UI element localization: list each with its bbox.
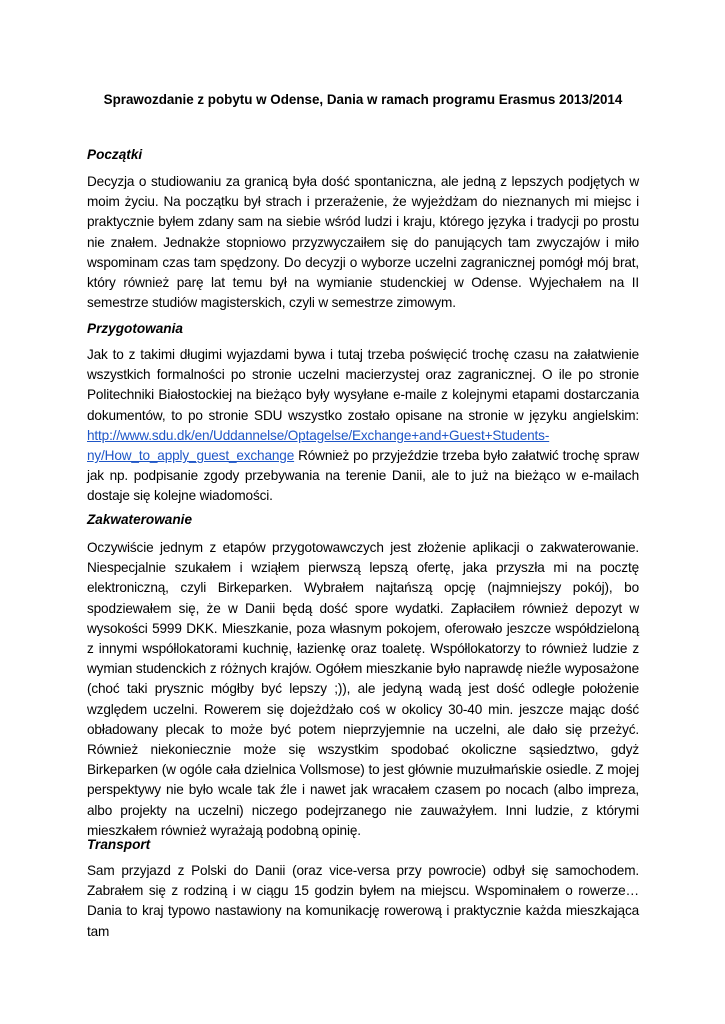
section-heading-transport: Transport (87, 837, 151, 852)
document-title: Sprawozdanie z pobytu w Odense, Dania w ramach programu Erasmus 2013/2014 (103, 92, 623, 107)
section-text-transport: Sam przyjazd z Polski do Danii (oraz vice-versa przy powrocie) odbył się samochodem. Zabrałem się z rodziną i w ciągu 15 godzin byłem na miejscu. Wspominałem o rowerze… Dania to kraj typowo nastawiony na komunikację rowerową i praktycznie każda mieszkająca tam (87, 863, 639, 939)
section-heading-zakwaterowanie: Zakwaterowanie (87, 512, 193, 527)
sdu-exchange-link[interactable]: http://www.sdu.dk/en/Uddannelse/Optagelse/Exchange+and+Guest+Students-ny/How_to_apply_guest_exchange (87, 427, 550, 464)
section-text-zakwaterowanie: Oczywiście jednym z etapów przygotowawczych jest złożenie aplikacji o zakwaterowanie. Niespecjalnie szukałem i wziąłem pierwszą lepszą ofertę, jaka przyszła mi na pocztę elektroniczną, czyli Birkeparken. Wybrałem najtańszą opcję (najmniejszy pokój), bo spodziewałem się, że w Danii będą dość spore wydatki. Zapłaciłem również depozyt w wysokości 5999 DKK. Mieszkanie, poza własnym pokojem, oferowało jeszcze współdzieloną z innymi współlokatorami kuchnię, łazienkę oraz toaletę. Współlokatorzy to również ludzie z wymian studenckich z różnych krajów. Ogółem mieszkanie było naprawdę nieźle wyposażone (choć taki prysznic mógłby być lepszy ;)), ale jedyną wadą jest dość odległe położenie względem uczelni. Rowerem się dojeżdżało coś w okolicy 30-40 min. jeszcze mając dość obładowany plecak to może być potem nieprzyjemnie na uczelni, ale dało się przeżyć. Również niekoniecznie może się wszystkim spodobać okoliczne sąsiedztwo, gdyż Birkeparken (w ogóle cała dzielnica Vollsmose) to jest głównie muzułmańskie osiedle. Z mojej perspektywy nie było wcale tak źle i nawet jak wracałem czasem po nocach (albo impreza, albo projekty na uczelni) niczego podejrzanego nie zauważyłem. Inni ludzie, z którymi mieszkałem również wyrażają podobną opinię. (87, 540, 639, 838)
section-text-przygotowania (87, 345, 639, 507)
section-text-poczatki: Decyzja o studiowaniu za granicą była dość spontaniczna, ale jedną z lepszych podjętych w moim życiu. Na początku był strach i przerażenie, że wyjeżdżam do nieznanych mi miejsc i praktycznie byłem zdany sam na siebie wśród ludzi i kraju, którego języka i tradycji po prostu nie znałem. Jednakże stopniowo przyzwyczaiłem się do panujących tam zwyczajów i miło wspominam czas tam spędzony. Do decyzji o wyborze uczelni zagranicznej pomógł mój brat, który również parę lat temu był na wymianie studenckiej w Odense. Wyjechałem na II semestrze studiów magisterskich, czyli w semestrze zimowym. (87, 174, 639, 311)
section-heading-poczatki: Początki (87, 147, 143, 162)
section-heading-przygotowania: Przygotowania (87, 321, 183, 336)
przygotowania-text-before: Jak to z takimi długimi wyjazdami bywa i tutaj trzeba poświęcić trochę czasu na załatwienie wszystkich formalności po stronie uczelni macierzystej oraz zagranicznej. O ile po stronie Politechniki Białostockiej na bieżąco były wysyłane e-maile z kolejnymi etapami dostarczania dokumentów, to po stronie SDU wszystko zostało opisane na stronie w języku angielskim: (87, 347, 639, 423)
przygotowania-text-after: Również po przyjeździe trzeba było załatwić trochę spraw jak np. podpisanie zgody przebywania na terenie Danii, ale to już na bieżąco w e-mailach dostaje się kolejne wiadomości. (87, 448, 639, 504)
